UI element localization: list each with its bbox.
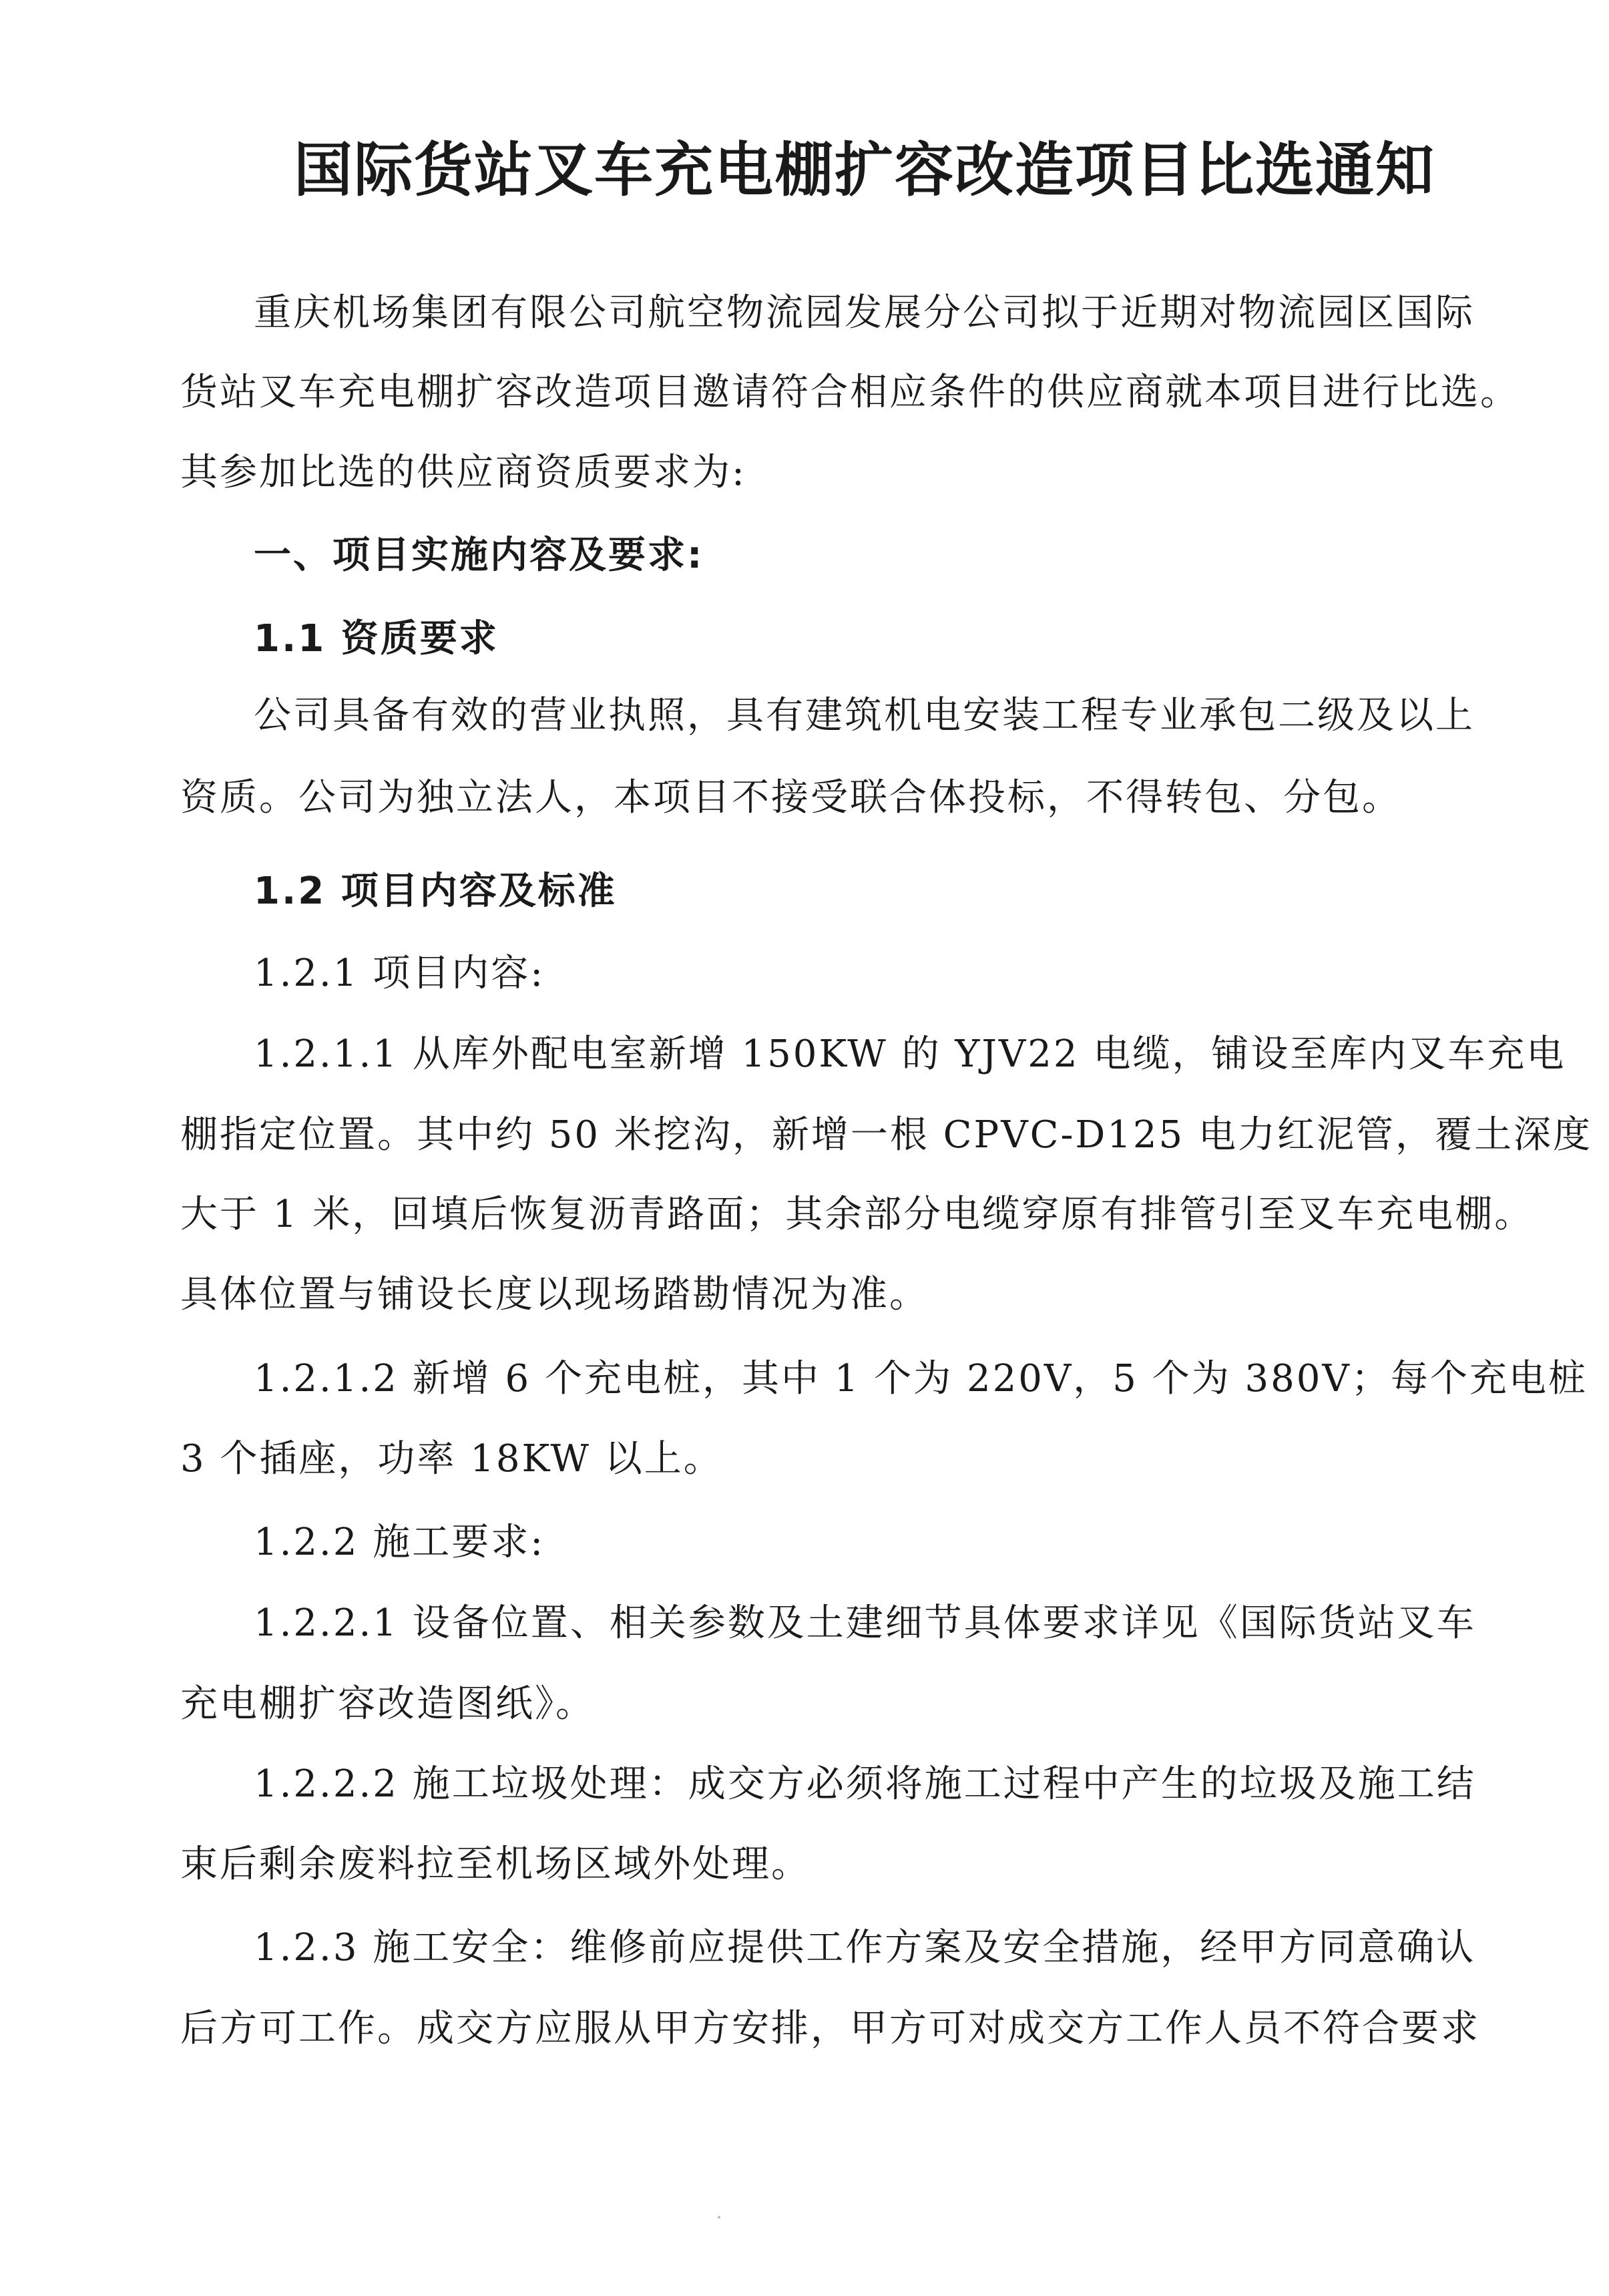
paragraph-line: 后方可工作。成交方应服从甲方安排，甲方可对成交方工作人员不符合要求 <box>180 2007 1480 2050</box>
paragraph-line: 其参加比选的供应商资质要求为: <box>180 451 746 494</box>
subsection-heading: 1.1 资质要求 <box>254 617 499 660</box>
paragraph-line: 1.2.2 施工要求: <box>254 1521 545 1564</box>
paragraph-line: 1.2.3 施工安全：维修前应提供工作方案及安全措施，经甲方同意确认 <box>254 1926 1476 1969</box>
paragraph-line: 重庆机场集团有限公司航空物流园发展分公司拟于近期对物流园区国际 <box>254 291 1475 335</box>
paragraph-line: 1.2.1.2 新增 6 个充电桩，其中 1 个为 220V，5 个为 380V；每个充电桩 <box>254 1357 1588 1400</box>
document-title: 国际货站叉车充电棚扩容改造项目比选通知 <box>293 136 1435 204</box>
paragraph-line: 充电棚扩容改造图纸》。 <box>180 1682 595 1726</box>
paragraph-line: 1.2.1 项目内容: <box>254 952 545 995</box>
paragraph-line: 1.2.2.2 施工垃圾处理：成交方必须将施工过程中产生的垃圾及施工结 <box>254 1762 1476 1806</box>
scan-speck <box>718 2216 720 2219</box>
paragraph-line: 1.2.2.1 设备位置、相关参数及土建细节具体要求详见《国际货站叉车 <box>254 1601 1476 1645</box>
section-heading: 一、项目实施内容及要求: <box>254 534 704 577</box>
paragraph-line: 资质。公司为独立法人，本项目不接受联合体投标，不得转包、分包。 <box>180 776 1401 819</box>
paragraph-line: 3 个插座，功率 18KW 以上。 <box>180 1437 723 1481</box>
paragraph-line: 具体位置与铺设长度以现场踏勘情况为准。 <box>180 1273 929 1316</box>
paragraph-line: 1.2.1.1 从库外配电室新增 150KW 的 YJV22 电缆，铺设至库内叉车充电 <box>254 1032 1566 1076</box>
paragraph-line: 棚指定位置。其中约 50 米挖沟，新增一根 CPVC-D125 电力红泥管，覆土深度 <box>180 1113 1592 1157</box>
paragraph-line: 货站叉车充电棚扩容改造项目邀请符合相应条件的供应商就本项目进行比选。 <box>180 371 1520 414</box>
paragraph-line: 大于 1 米，回填后恢复沥青路面；其余部分电缆穿原有排管引至叉车充电棚。 <box>180 1193 1534 1236</box>
paragraph-line: 束后剩余废料拉至机场区域外处理。 <box>180 1843 811 1886</box>
paragraph-line: 公司具备有效的营业执照，具有建筑机电安装工程专业承包二级及以上 <box>254 694 1475 737</box>
subsection-heading: 1.2 项目内容及标准 <box>254 870 617 913</box>
